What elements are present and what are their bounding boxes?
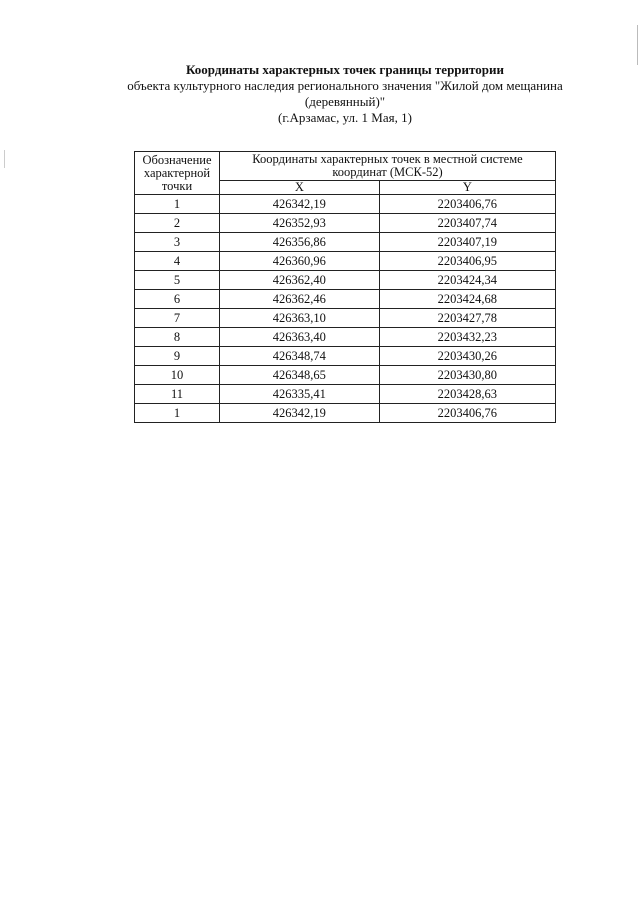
document-address: (г.Арзамас, ул. 1 Мая, 1) <box>278 110 412 125</box>
table-row <box>135 195 556 214</box>
cell-y: 2203406,95 <box>379 252 555 271</box>
table-row <box>135 366 556 385</box>
table-row <box>135 347 556 366</box>
header-coordinates-group: Координаты характерных точек в местной системе координат (МСК-52) <box>220 152 556 181</box>
cell-x: 426362,46 <box>220 290 380 309</box>
cell-x: 426360,96 <box>220 252 380 271</box>
cell-y: 2203406,76 <box>379 404 555 423</box>
cell-x: 426362,40 <box>220 271 380 290</box>
cell-point: 7 <box>135 309 220 328</box>
cell-y: 2203424,34 <box>379 271 555 290</box>
cell-x: 426356,86 <box>220 233 380 252</box>
table-row <box>135 404 556 423</box>
cell-point: 3 <box>135 233 220 252</box>
cell-point: 5 <box>135 271 220 290</box>
cell-y: 2203424,68 <box>379 290 555 309</box>
cell-point: 2 <box>135 214 220 233</box>
cell-point: 6 <box>135 290 220 309</box>
table-row <box>135 328 556 347</box>
cell-x: 426352,93 <box>220 214 380 233</box>
cell-y: 2203430,26 <box>379 347 555 366</box>
header-point-label: Обозначение характерной точки <box>135 152 220 195</box>
cell-x: 426342,19 <box>220 404 380 423</box>
table-row <box>135 309 556 328</box>
cell-point: 1 <box>135 195 220 214</box>
table-header-row <box>135 152 556 181</box>
cell-y: 2203406,76 <box>379 195 555 214</box>
cell-point: 1 <box>135 404 220 423</box>
cell-y: 2203430,80 <box>379 366 555 385</box>
table-row <box>135 385 556 404</box>
table-row <box>135 252 556 271</box>
cell-x: 426363,10 <box>220 309 380 328</box>
cell-point: 11 <box>135 385 220 404</box>
table-row <box>135 271 556 290</box>
document-title-block <box>100 62 590 126</box>
cell-x: 426342,19 <box>220 195 380 214</box>
cell-x: 426348,65 <box>220 366 380 385</box>
cell-y: 2203407,74 <box>379 214 555 233</box>
cell-point: 8 <box>135 328 220 347</box>
cell-y: 2203427,78 <box>379 309 555 328</box>
cell-x: 426335,41 <box>220 385 380 404</box>
document-subtitle-line: объекта культурного наследия регионального значения "Жилой дом мещанина <box>127 78 563 93</box>
cell-y: 2203432,23 <box>379 328 555 347</box>
cell-x: 426363,40 <box>220 328 380 347</box>
table-row <box>135 214 556 233</box>
document-subtitle-line: (деревянный)" <box>304 94 386 109</box>
scan-edge-mark <box>4 150 5 168</box>
cell-y: 2203428,63 <box>379 385 555 404</box>
coordinates-table <box>134 151 556 423</box>
header-x: X <box>220 181 380 195</box>
table-row <box>135 290 556 309</box>
header-y: Y <box>379 181 555 195</box>
cell-point: 9 <box>135 347 220 366</box>
document-title: Координаты характерных точек границы территории <box>186 62 504 77</box>
cell-point: 10 <box>135 366 220 385</box>
cell-x: 426348,74 <box>220 347 380 366</box>
scan-edge-mark <box>637 25 638 65</box>
cell-y: 2203407,19 <box>379 233 555 252</box>
cell-point: 4 <box>135 252 220 271</box>
table-row <box>135 233 556 252</box>
